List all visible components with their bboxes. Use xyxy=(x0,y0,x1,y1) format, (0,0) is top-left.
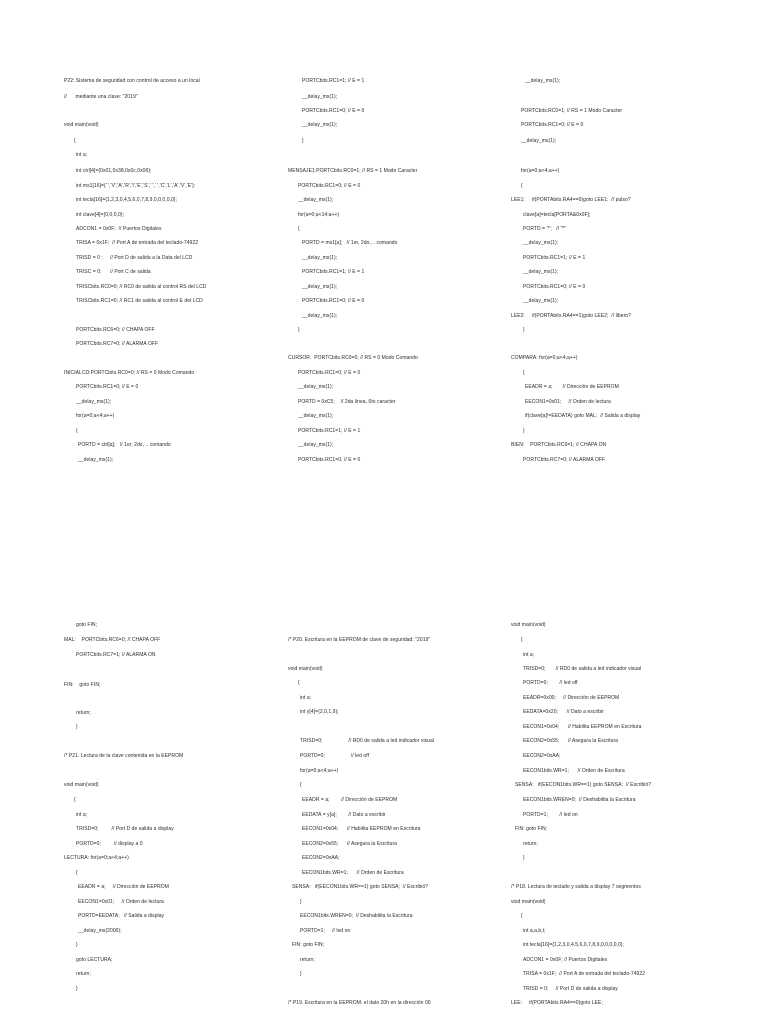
code-line: __delay_ms(1); xyxy=(298,413,334,419)
code-line: } xyxy=(302,138,304,144)
code-line: FIN: goto FIN; xyxy=(515,826,548,832)
code-line: LEE1: if(PORTAbits.RA4==0)goto LEE1; // pulso? xyxy=(511,197,631,203)
code-line: EEADR=0x00; // Dirección de EEPROM xyxy=(523,695,620,701)
code-line: PORTD=0; // led off xyxy=(300,753,370,759)
code-line: PORTD = 0xC5; // 2da linea, 6to caracter xyxy=(298,399,396,405)
code-line: // mediante una clave: "2019" xyxy=(64,94,138,100)
code-line: __delay_ms(1); xyxy=(302,284,338,290)
code-line: { xyxy=(74,138,76,144)
code-line: void main(void) xyxy=(64,122,99,128)
code-line: } xyxy=(523,327,525,333)
code-line: clave[a]=tecla[PORTA&0x0F]; xyxy=(523,212,591,218)
code-line: PORTCbits.RC7=0; // ALARMA OFF xyxy=(76,341,159,347)
code-line: } xyxy=(76,942,78,948)
code-line: PORTCbits.RC6=0; // CHAPA OFF xyxy=(76,327,155,333)
code-line: goto FIN; xyxy=(76,622,98,628)
code-line: for(a=0;a<4;a++) xyxy=(300,768,339,774)
code-line: PORTCbits.RC1=0; // E = 0 xyxy=(298,370,361,376)
code-line: { xyxy=(523,370,525,376)
code-line: int tecla[16]={1,2,3,0,4,5,6,0,7,8,9,0,0,0,0,0}; xyxy=(76,197,177,203)
code-line: { xyxy=(76,428,78,434)
code-line: int ms1[16]={' ','V','A','R','I','E','S',' ',' ','C','L','A','V','E'}; xyxy=(76,183,196,189)
code-line: TRISCbits.RC1=0; // RC1 de salida al control E del LCD xyxy=(76,298,203,304)
code-line: } xyxy=(300,899,302,905)
code-line: void main(void) xyxy=(64,782,99,788)
code-line: TRISD=0; // RD0 de salida a led indicador visual xyxy=(523,666,642,672)
code-line: PORTCbits.RC1=0; // E = 0 xyxy=(298,183,361,189)
code-line: PORTCbits.RC1=0; // E = 0 xyxy=(302,298,365,304)
code-line: __delay_ms(2000); xyxy=(78,928,122,934)
code-line: TRISD=0; // RD0 de salida a led indicador visual xyxy=(300,738,435,744)
code-line: PORTCbits.RC1=0; // E = 0 xyxy=(523,284,586,290)
code-line: for(a=0;a<4;a++) xyxy=(521,168,560,174)
code-line: INICIALCD:PORTCbits.RC0=0; // RS = 0 Modo Comando xyxy=(64,370,195,376)
code-line: /* P18. Lectura de teclado y salida a display 7 segmentos xyxy=(511,884,641,890)
code-line: } xyxy=(300,971,302,977)
code-line: __delay_ms(1); xyxy=(523,298,559,304)
code-line: /* P19. Escritura en la EEPROM: el dato 20h en la dirección 00 xyxy=(288,1000,431,1006)
code-line: TRISD=0; // Port D de salida a display xyxy=(76,826,174,832)
code-line: EEADR = a; // Direcciòn de EEPROM xyxy=(78,884,169,890)
code-line: } xyxy=(76,724,78,730)
code-line: SENSA: if(EECON1bits.WR==1) goto SENSA; // Escribió? xyxy=(515,782,652,788)
code-line: TRISA = 0x1F; // Port A de entrada del teclado-74922 xyxy=(523,971,646,977)
code-line: { xyxy=(521,637,523,643)
code-line: int clave[4]={0,0,0,0}; xyxy=(76,212,124,218)
code-line: PORTCbits.RC1=0; // E = 0 xyxy=(521,122,584,128)
code-line: EEDATA=0x20; // Dato a escribir xyxy=(523,709,604,715)
code-line: { xyxy=(300,782,302,788)
code-line: FIN: goto FIN; xyxy=(292,942,325,948)
code-line: { xyxy=(76,870,78,876)
code-line: LEE: if(PORTAbits.RA4==0)goto LEE; xyxy=(511,1000,603,1006)
code-line: return; xyxy=(76,710,91,716)
code-line: EECON1=0x01; // Orden de lectura xyxy=(78,899,164,905)
code-line: return; xyxy=(300,957,315,963)
code-line: __delay_ms(1); xyxy=(298,384,334,390)
code-line: P22: Sistema de seguridad con control de acceso a un local xyxy=(64,78,200,84)
code-line: EEDATA = y[a]; // Dato a escribir xyxy=(302,812,386,818)
code-line: __delay_ms(1); xyxy=(302,255,338,261)
code-line: for(a=0;a<14;a++) xyxy=(298,212,340,218)
code-line: PORTD = ms1[a]; // 1er, 2do, .. comando xyxy=(302,240,398,246)
code-line: TRISD = 0; // Port D de salida a display xyxy=(523,986,618,992)
code-line: __delay_ms(1); xyxy=(298,442,334,448)
code-line: int y[4]={2,0,1,9}; xyxy=(300,709,339,715)
code-line: PORTD=1; // led on xyxy=(523,812,578,818)
code-line: PORTCbits.RC7=1; // ALARMA ON xyxy=(76,652,156,658)
code-line: int a; xyxy=(523,652,535,658)
code-line: return; xyxy=(76,971,91,977)
code-line: ADCON1 = 0x0F; // Puertos Digitales xyxy=(76,226,162,232)
code-line: { xyxy=(298,226,300,232)
code-line: EEADR = a; // Direcciòn de EEPROM xyxy=(302,797,398,803)
code-line: PORTCbits.RC0=1; // RS = 1 Modo Caracter xyxy=(521,108,623,114)
code-line: PORTCbits.RC1=0; // E = 0 xyxy=(298,457,361,463)
code-line: LEE2: if(PORTAbits.RA4==1)goto LEE2; // libero? xyxy=(511,313,631,319)
code-line: EECON2=0x55; // Asegura la Escritura xyxy=(523,738,619,744)
code-line: EECON1bits.WREN=0; // Deshabilita la Escritura xyxy=(300,913,413,919)
code-line: TRISCbits.RC0=0; // RC0 de salida al control RS del LCD xyxy=(76,284,207,290)
code-line: __delay_ms(1); xyxy=(302,94,338,100)
code-line: ADCON1 = 0x0F; // Puertos Digitales xyxy=(523,957,608,963)
code-line: void main(void) xyxy=(511,899,546,905)
code-line: int a; xyxy=(76,152,88,158)
code-line: PORTCbits.RC7=0; // ALARMA OFF xyxy=(523,457,606,463)
code-line: { xyxy=(521,913,523,919)
code-line: TRISC = 0; // Port C de salida xyxy=(76,269,151,275)
code-page-bottom xyxy=(0,512,768,1024)
code-line: PORTD=0; // display a 0 xyxy=(76,841,143,847)
code-line: EECON1bits.WR=1; // Orden de Escritura xyxy=(302,870,404,876)
code-line: return; xyxy=(523,841,538,847)
code-line: if(clave[a]!=EEDATA) goto MAL; // Salida a display xyxy=(525,413,641,419)
code-line: SENSA: if(EECON1bits.WR==1) goto SENSA; // Escribió? xyxy=(292,884,429,890)
code-line: FIN: goto FIN; xyxy=(64,682,101,688)
code-line: __delay_ms(1); xyxy=(76,399,112,405)
code-line: } xyxy=(298,327,300,333)
code-line: EECON1=0x01; // Orden de lectura xyxy=(525,399,611,405)
code-line: __delay_ms(1); xyxy=(525,78,561,84)
code-line: PORTCbits.RC1=1; // E = 1 xyxy=(523,255,586,261)
code-line: PORTD=0; // led off xyxy=(523,680,578,686)
code-line: PORTD = '*'; // "*" xyxy=(523,226,567,232)
code-line: PORTD=EEDATA; // Salida a display xyxy=(78,913,165,919)
code-line: /* P21. Lectura de la clave contenida en la EEPROM xyxy=(64,753,184,759)
code-line: /* P20. Escritura en la EEPROM de clave de seguridad: "2019" xyxy=(288,637,431,643)
code-line: } xyxy=(523,428,525,434)
code-line: int a; xyxy=(300,695,312,701)
code-line: CURSOR: PORTCbits.RC0=0; // RS = 0 Modo Comando xyxy=(288,355,418,361)
code-line: for(a=0;a<4;a++) xyxy=(76,413,115,419)
code-line: { xyxy=(521,183,523,189)
code-line: int a; xyxy=(76,812,88,818)
code-line: EECON2=0xAA; xyxy=(302,855,340,861)
code-line: __delay_ms(1); xyxy=(523,240,559,246)
code-line: __delay_ms(1); xyxy=(523,269,559,275)
code-line: __delay_ms(1); xyxy=(302,122,338,128)
code-line: PORTD = ctrl[a]; // 1er, 2do, .. comando xyxy=(78,442,171,448)
code-line: int ctrl[4]={0x01,0x38,0x0c,0x06}; xyxy=(76,168,152,174)
code-line: PORTCbits.RC1=0; // E = 0 xyxy=(76,384,139,390)
code-line: int a,a,b,t; xyxy=(523,928,546,934)
code-line: MENSAJE1:PORTCbits.RC0=1; // RS = 1 Modo Caracter xyxy=(288,168,418,174)
code-line: BIEN: PORTCbits.RC6=1; // CHAPA ON xyxy=(511,442,607,448)
code-line: __delay_ms(1); xyxy=(521,138,557,144)
code-line: PORTCbits.RC1=0; // E = 0 xyxy=(302,108,365,114)
code-line: PORTCbits.RC1=1; // E = 1 xyxy=(302,78,365,84)
code-line: EECON2=0x55; // Asegura la Escritura xyxy=(302,841,398,847)
code-line: __delay_ms(1); xyxy=(302,313,338,319)
code-line: TRISA = 0x1F; // Port A de entrada del teclado-74922 xyxy=(76,240,199,246)
code-line: PORTCbits.RC1=1; // E = 1 xyxy=(298,428,361,434)
code-line: __delay_ms(1); xyxy=(298,197,334,203)
code-line: EECON1=0x04; // Habilita EEPROM en Escritura xyxy=(302,826,421,832)
code-line: int tecla[16]={1,2,3,0,4,5,6,0,7,8,9,0,0,0,0,0}; xyxy=(523,942,624,948)
code-line: EECON1bits.WR=1; // Orden de Escritura xyxy=(523,768,625,774)
code-line: { xyxy=(74,797,76,803)
code-line: void main(void) xyxy=(288,666,323,672)
code-line: PORTCbits.RC1=1; // E = 1 xyxy=(302,269,365,275)
code-line: } xyxy=(523,855,525,861)
code-line: TRISD = 0 ; // Port D de salida a la Data del LCD xyxy=(76,255,193,261)
code-line: goto LECTURA; xyxy=(76,957,113,963)
code-line: EEADR = a; // Direcciòn de EEPROM xyxy=(525,384,619,390)
code-line: { xyxy=(298,680,300,686)
code-line: void main(void) xyxy=(511,622,546,628)
code-line: __delay_ms(1); xyxy=(78,457,114,463)
code-line: EECON1=0x04; // Habilita EEPROM en Escritura xyxy=(523,724,642,730)
code-line: PORTD=1; // led on xyxy=(300,928,351,934)
code-line: EECON2=0xAA; xyxy=(523,753,561,759)
code-line: EECON1bits.WREN=0; // Deshabilita la Escritura xyxy=(523,797,636,803)
code-line: } xyxy=(76,986,78,992)
code-line: MAL: PORTCbits.RC6=0; // CHAPA OFF xyxy=(64,637,161,643)
code-line: LECTURA: for(a=0;a<4;a++) xyxy=(64,855,129,861)
code-line: COMPARA: for(a=0;a<4;a++) xyxy=(511,355,578,361)
